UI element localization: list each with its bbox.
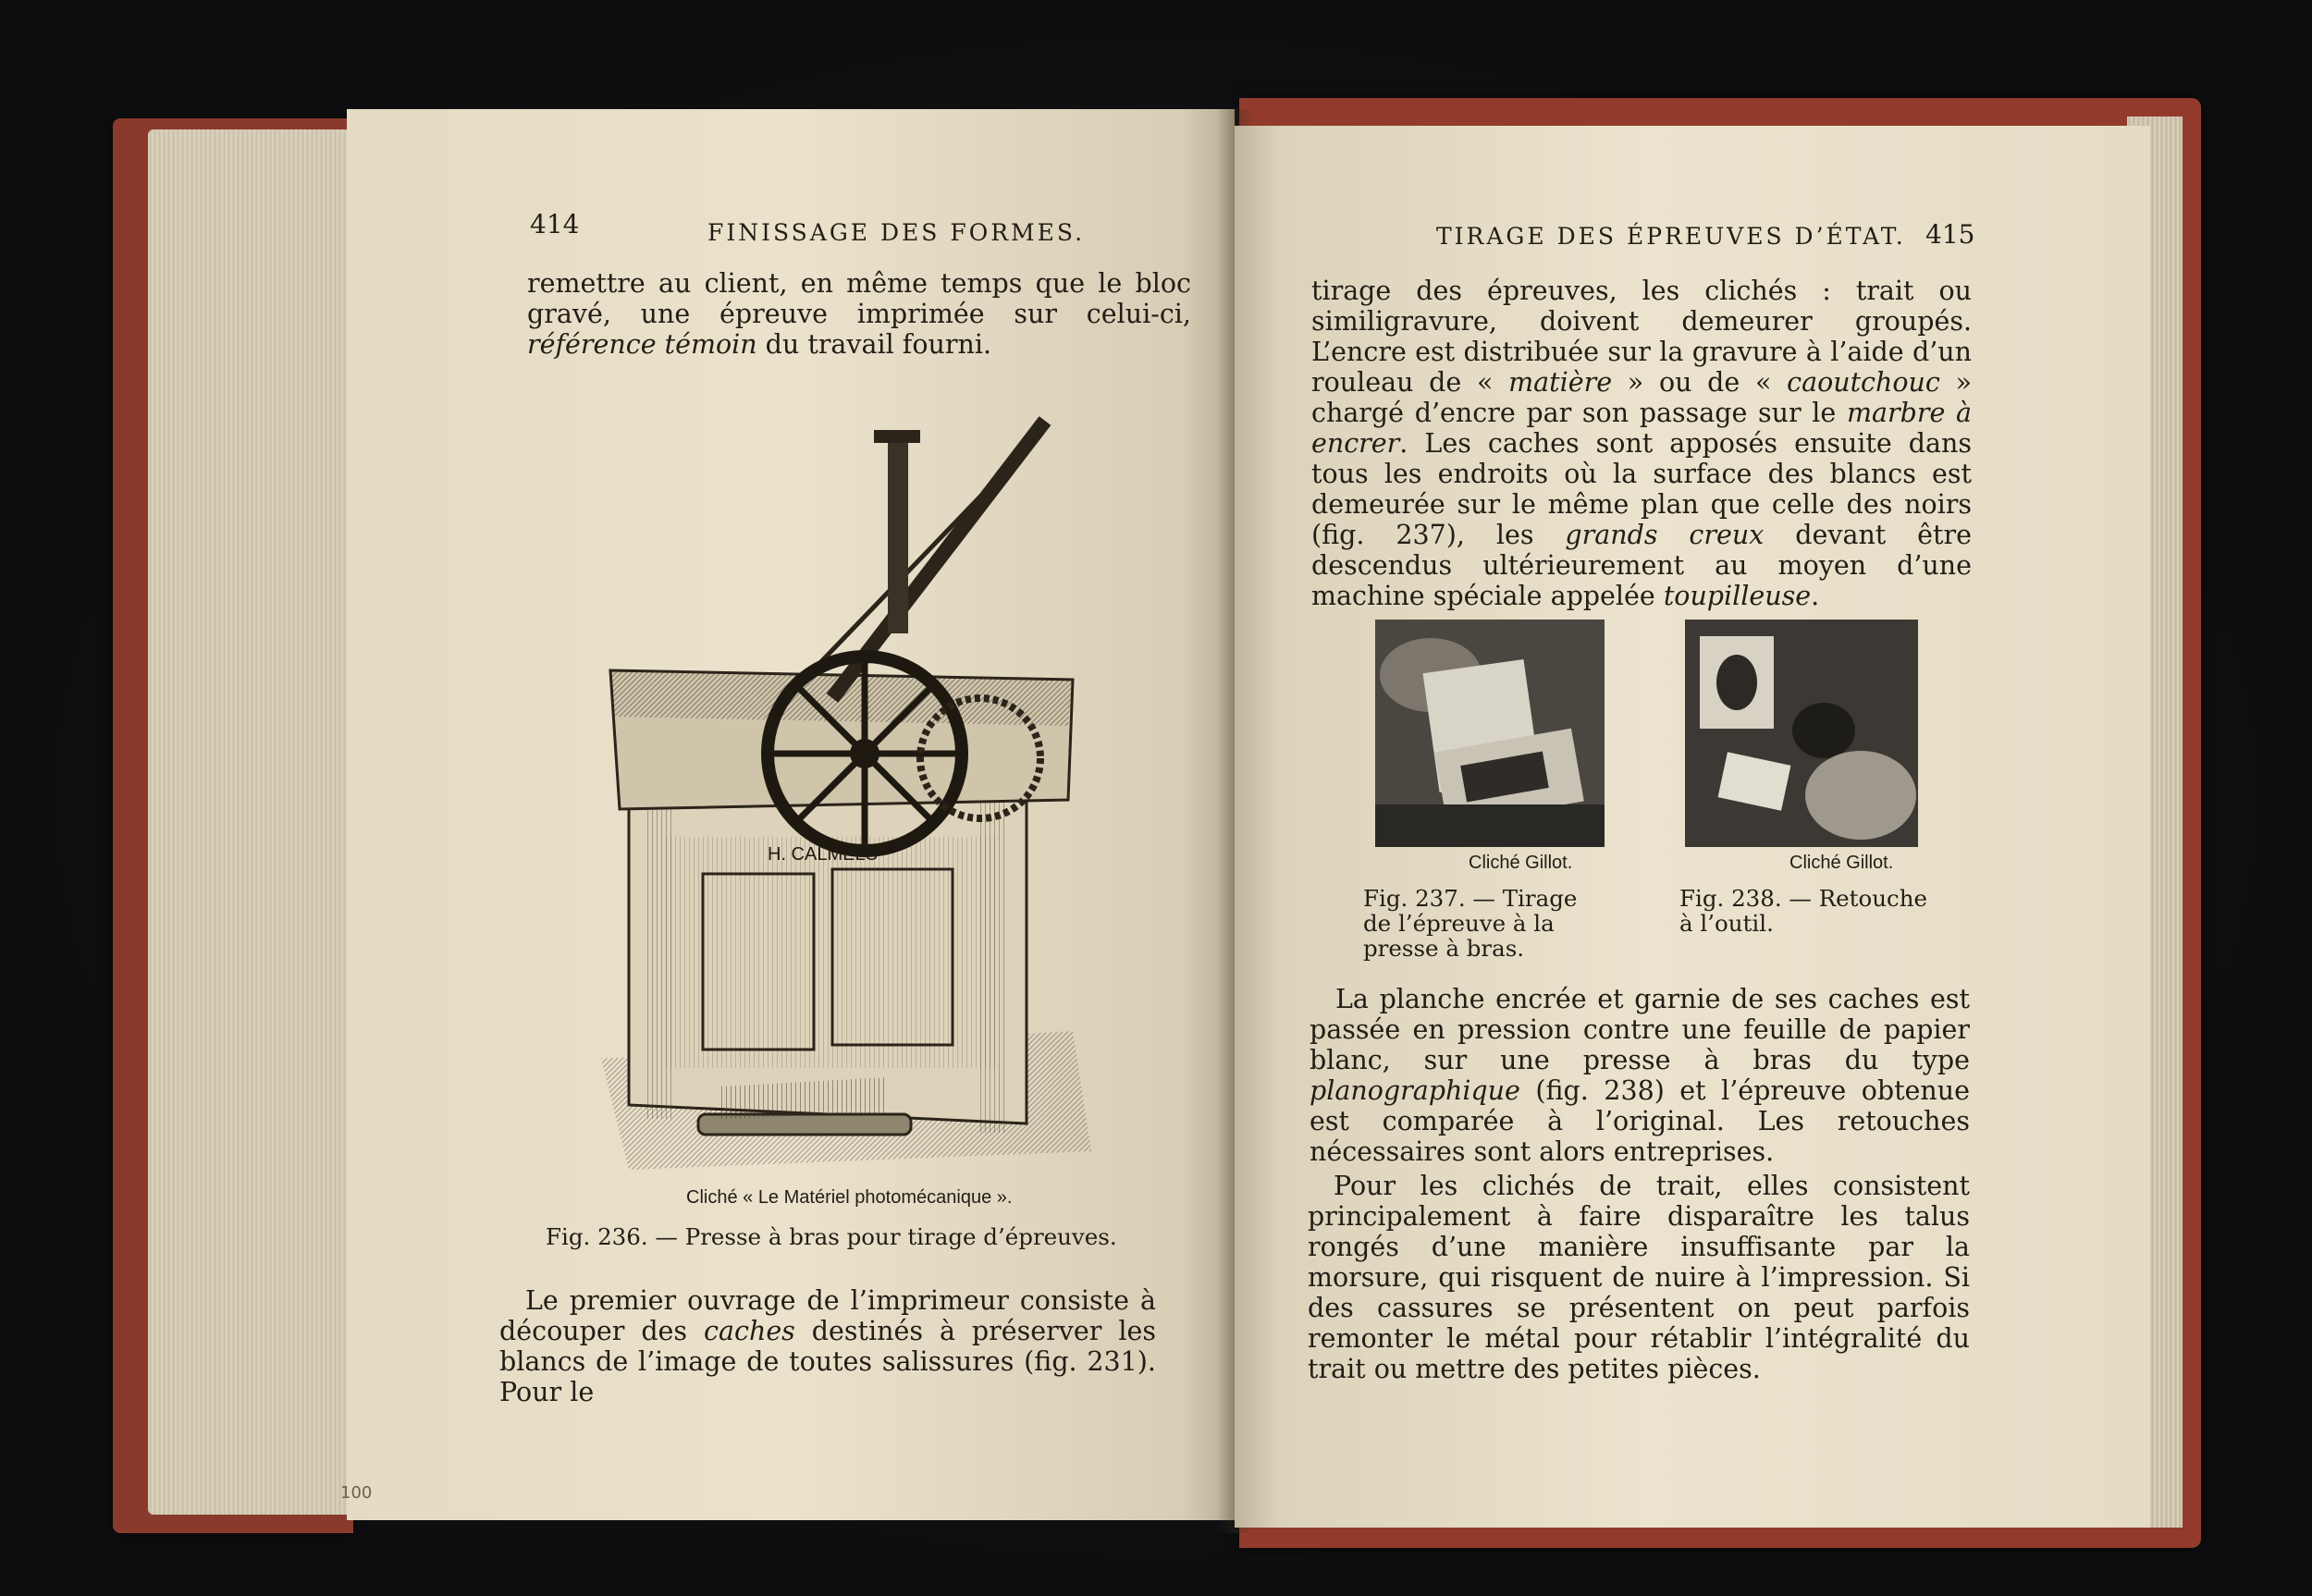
machine-label: H. CALMELS [768,844,878,865]
page-number-right: 415 [1925,219,1975,250]
caption-fig-238: Fig. 238. — Retouche à l’outil. [1679,885,1928,937]
page-number-left: 414 [530,209,580,239]
margin-note: 100 [340,1483,373,1503]
right-paragraph-3: Pour les clichés de trait, elles consistent principalement à faire disparaître les talus rongés d’une manière insuffisante par la morsure, qui risquent de nuire à l’impression. Si des cassures se présentent on peut parfois remonter le métal pour rétablir l’intégralité du trait ou mettre des petites pièces. [1308,1171,1970,1384]
running-head-right: TIRAGE DES ÉPREUVES D’ÉTAT. [1436,223,1906,250]
right-paragraph-2: La planche encrée et garnie de ses caches est passée en pression contre une feuille de papier blanc, sur une presse à bras du type planographique (fig. 238) et l’épreuve obtenue est comparée à l’original. Les retouches nécessaires sont alors entreprises. [1310,984,1970,1167]
page-edges-left [148,129,351,1515]
credit-fig-236: Cliché « Le Matériel photomécanique ». [686,1187,1013,1208]
left-paragraph-bottom: Le premier ouvrage de l’imprimeur consiste à découper des caches destinés à préserver les blancs de l’image de toutes salissures (fig. 231). Pour le [499,1285,1156,1407]
hand-press-engraving [592,393,1091,1174]
photo-fig-237 [1375,620,1605,847]
caption-fig-236: Fig. 236. — Presse à bras pour tirage d’épreuves. [546,1223,1117,1250]
credit-fig-237: Cliché Gillot. [1469,853,1573,873]
caption-fig-237: Fig. 237. — Tirage de l’épreuve à la presse à bras. [1363,885,1578,962]
credit-fig-238: Cliché Gillot. [1789,853,1894,873]
running-head-left: FINISSAGE DES FORMES. [707,219,1086,246]
left-paragraph-top: remettre au client, en même temps que le bloc gravé, une épreuve imprimée sur celui-ci, référence témoin du travail fourni. [527,268,1191,360]
photo-fig-238 [1685,620,1918,847]
right-paragraph-1: tirage des épreuves, les clichés : trait ou similigravure, doivent demeurer groupés. L’encre est distribuée sur la gravure à l’aide d’un rouleau de « matière » ou de « caoutchouc » chargé d’encre par son passage sur le marbre à encrer. Les caches sont apposés ensuite dans tous les endroits où la surface des blancs est demeurée sur le même plan que celle des noirs (fig. 237), les grands creux devant être descendus ultérieurement au moyen d’une machine spéciale appelée toupilleuse. [1311,276,1973,611]
